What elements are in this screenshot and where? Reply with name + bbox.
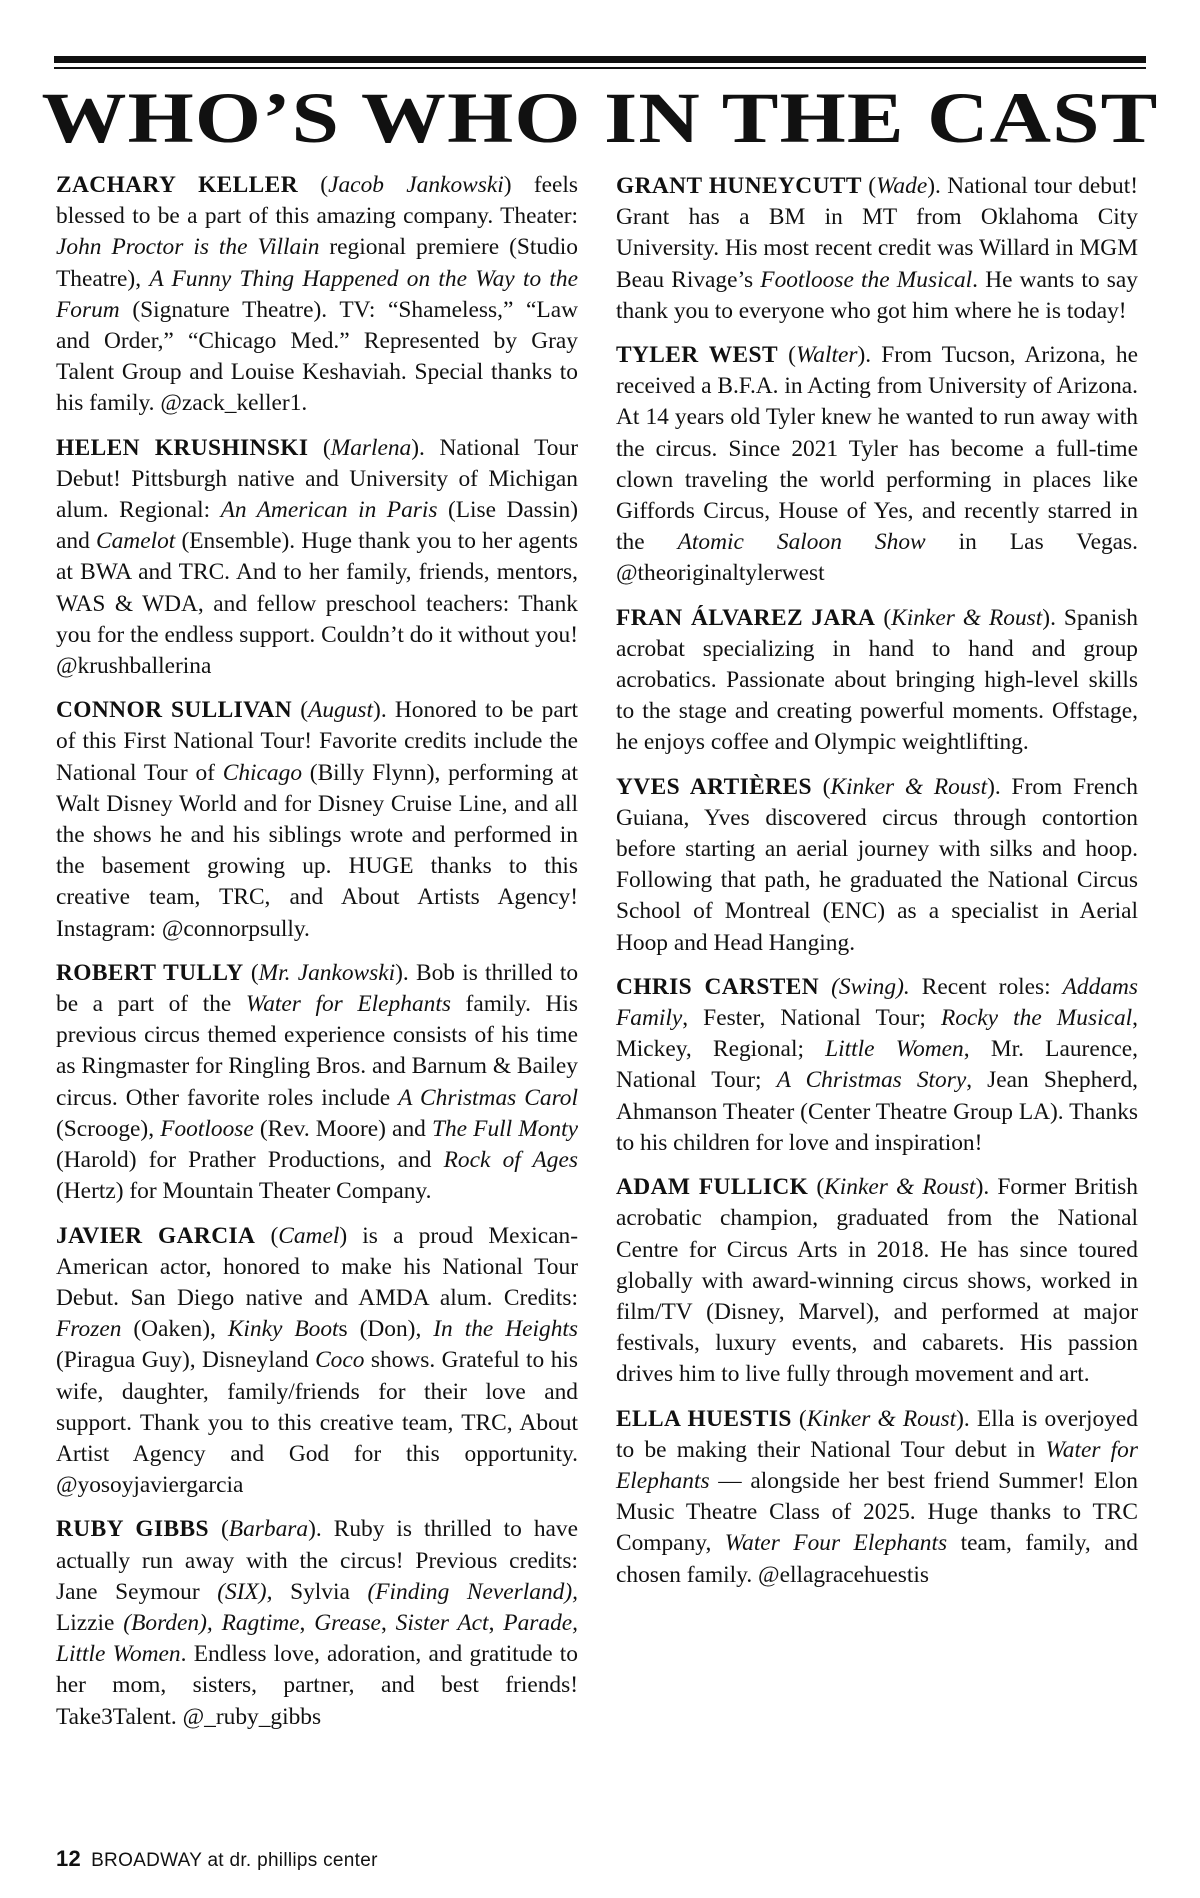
bio-text: , Mr. Laurence, National Tour; [616,1036,1139,1094]
bio-text: family. His previous circus themed experience consists of his time as Ringmaster for Ringling Bros. and Barnum & Bailey circus. Other favorite roles include [56,991,579,1111]
bio-text: ). Spanish acrobat specializing in hand to hand and group acrobatics. Passionate about bringing high-level skills to the stage and creating powerful moments. Offstage, he enjoys coffee and Olympic weightlifting. [616,604,1138,756]
bio-name: JAVIER GARCIA [56,1222,256,1249]
bio-text: s (Don), [338,1316,434,1343]
bio-text: . He wants to say thank you to everyone who got him where he is today! [616,266,1138,324]
left-column [56,170,578,1746]
bio-role: Marlena [330,434,412,461]
bio-work-title: A Christmas Carol [398,1084,578,1111]
header-rule-thick [54,56,1146,63]
bio-work-title: In the Heights [433,1316,578,1343]
bio-text: ). Ella is overjoyed to be making their National Tour debut in [616,1405,1138,1463]
bio-text: ). National Tour Debut! Pittsburgh native and University of Michigan alum. Regional: [56,434,578,524]
bio-work-title: Sister Act [395,1609,489,1636]
bio-role: Walter [795,342,858,369]
bio-text: , Mickey, Regional; [616,1005,1139,1063]
bio-work-title: Rock of Ages [443,1147,578,1174]
bio-text: (Piragua Guy), Disneyland [56,1347,316,1374]
bio-text: ) is a proud Mexican-American actor, honored to make his National Tour Debut. San Diego native and AMDA alum. Credits: [56,1222,578,1311]
bio-role: Kinker & Roust [830,773,988,800]
bio-text: (Hertz) for Mountain Theater Company. [56,1178,432,1205]
bio-work-title: Footloose the Musical [760,266,973,293]
bio-role: Barbara [228,1516,309,1543]
bio-name: YVES ARTIÈRES [616,773,812,800]
bio-role: August [308,697,374,724]
bio-work-title: Rocky the Musical [940,1005,1133,1032]
bio-javier-garcia: JAVIER GARCIA (Camel) is a proud Mexican-American actor, honored to make his National Tour Debut. San Diego native and AMDA alum. Credits: Frozen (Oaken), Kinky Boots (Don), In the Heights (Piragua Guy), Disneyland Coco shows. Grateful to his wife, daughter, family/friends for their love and support. Thank you to this creative team, TRC, About Artist Agency and God for this opportunity. @yosoyjaviergarcia [56,1222,578,1499]
bio-helen-krushinski: HELEN KRUSHINSKI (Marlena). National Tour Debut! Pittsburgh native and University of Michigan alum. Regional: An American in Paris (Lise Dassin) and Camelot (Ensemble). Huge thank you to her agents at BWA and TRC. And to her family, friends, mentors, WAS & WDA, and fellow preschool teachers: Thank you for the endless support. Couldn’t do it without you! @krushballerina [56,434,578,680]
bio-text: (Oaken), [121,1316,228,1343]
bio-tyler-west: TYLER WEST (Walter). From Tucson, Arizona, he received a B.F.A. in Acting from University of Arizona. At 14 years old Tyler knew he wanted to run away with the circus. Since 2021 Tyler has become a full-time clown traveling the world performing in places like Giffords Circus, House of Yes, and recently starred in the Atomic Saloon Show in Las Vegas. @theoriginaltylerwest [616,342,1138,587]
bio-text: team, family, and chosen family. @ellagracehuestis [616,1530,1138,1588]
bio-name: TYLER WEST [616,342,778,369]
bio-text: (Harold) for Prather Productions, and [56,1147,444,1174]
bio-chris-carsten [616,972,1138,1159]
bio-name: CHRIS CARSTEN [616,973,820,1000]
bio-text: Lizzie [56,1609,124,1636]
bio-connor-sullivan: CONNOR SULLIVAN (August). Honored to be part of this First National Tour! Favorite credits include the National Tour of Chicago (Billy Flynn), performing at Walt Disney World and for Disney Cruise Line, and all the shows he and his siblings wrote and performed in the basement growing up. HUGE thanks to this creative team, TRC, and About Artists Agency! Instagram: @connorpsully. [56,697,579,942]
bio-work-title: (Finding Neverland), [367,1578,578,1605]
bio-work-title: Chicago [222,759,303,786]
bio-role: Kinker & Roust [806,1405,957,1432]
bio-text: — alongside her best friend Summer! Elon Music Theatre Class of 2025. Huge thanks to TRC Company, [616,1467,1138,1557]
bio-text: ). From Tucson, Arizona, he received a B.F.A. in Acting from University of Arizona. At 14 years old Tyler knew he wanted to run away with the circus. Since 2021 Tyler has become a full-time clown traveling the world performing in places like Giffords Circus, House of Yes, and recently starred in the [616,342,1138,556]
bio-text: ). Former British acrobatic champion, graduated from the National Centre for Circus Arts in 2018. He has since toured globally with award-winning circus shows, worked in film/TV (Disney, Marvel), and performed at major festivals, luxury events, and cabarets. His passion drives him to live fully through movement and art. [616,1174,1138,1388]
bio-work-title: A Christmas Story [776,1067,967,1094]
bio-text: ). Honored to be part of this First National Tour! Favorite credits include the National Tour of [56,697,579,786]
bio-work-title: (SIX), [217,1578,273,1605]
bio-text: shows. Grateful to his wife, daughter, family/friends for their love and support. Thank you to this creative team, TRC, About Artist Agency and God for this opportunity. @yosoyjaviergarcia [56,1347,578,1499]
bio-role: Kinker & Roust [891,604,1043,631]
bio-work-title: (Borden), Ragtime [123,1609,300,1636]
bio-name: ROBERT TULLY [56,959,244,986]
bio-work-title: Addams Family [616,973,1139,1032]
bio-text: Sylvia [272,1578,368,1605]
bio-text: (Lise Dassin) and [56,497,578,555]
bio-yves-artieres: YVES ARTIÈRES (Kinker & Roust). From French Guiana, Yves discovered circus through contortion before starting an aerial journey with silks and hoop. Following that path, he graduated the National Circus School of Montreal (ENC) as a specialist in Aerial Hoop and Head Hanging. [616,773,1138,956]
bio-text: ) feels blessed to be a part of this amazing company. Theater: [56,172,578,230]
bio-name: ELLA HUESTIS [616,1405,792,1432]
header-rule-thin [54,67,1146,69]
bio-text: (Ensemble). Huge thank you to her agents at BWA and TRC. And to her family, friends, mentors, WAS & WDA, and fellow preschool teachers: Thank you for the endless support. Couldn’t do it without you! @krushballerina [56,528,578,680]
publication-name: BROADWAY at dr. phillips center [91,1850,378,1871]
bio-role: Kinker & Roust [824,1174,976,1201]
bio-work-title: Frozen [56,1316,122,1343]
bio-name: ADAM FULLICK [616,1174,809,1201]
bio-grant-huneycutt: GRANT HUNEYCUTT (Wade). National tour debut! Grant has a BM in MT from Oklahoma City University. His most recent credit was Willard in MGM Beau Rivage’s Footloose the Musical. He wants to say thank you to everyone who got him where he is today! [616,173,1138,324]
bio-work-title: Water Four Elephants [724,1530,948,1557]
bio-text: ). Bob is thrilled to be a part of the [56,959,579,1018]
bio-work-title: Atomic Saloon Show [677,529,926,556]
bio-role: Wade [876,173,928,199]
page-footer [56,1846,378,1872]
bio-text: (Signature Theatre). TV: “Shameless,” “Law and Order,” “Chicago Med.” Represented by Gray Talent Group and Louise Keshaviah. Special thanks to his family. @zack_keller1. [56,296,578,417]
bio-zachary-keller: ZACHARY KELLER (Jacob Jankowski) feels blessed to be a part of this amazing company. Theater: John Proctor is the Villain regional premiere (Studio Theatre), A Funny Thing Happened on the Way to the Forum (Signature Theatre). TV: “Shameless,” “Law and Order,” “Chicago Med.” Represented by Gray Talent Group and Louise Keshaviah. Special thanks to his family. @zack_keller1. [56,172,578,417]
page-number: 12 [56,1846,82,1871]
page-title: WHO’S WHO IN THE CAST [41,78,1159,158]
bio-text: , [299,1609,315,1636]
bio-work-title: The Full Monty [431,1115,579,1142]
bio-robert-tully: ROBERT TULLY (Mr. Jankowski). Bob is thrilled to be a part of the Water for Elephants family. His previous circus themed experience consists of his time as Ringmaster for Ringling Bros. and Barnum & Bailey circus. Other favorite roles include A Christmas Carol (Scrooge), Footloose (Rev. Moore) and The Full Monty (Harold) for Prather Productions, and Rock of Ages (Hertz) for Mountain Theater Company. [56,959,579,1205]
bio-name: CONNOR SULLIVAN [56,697,293,724]
bio-text: , Fester, National Tour; [682,1005,941,1032]
bio-name: GRANT HUNEYCUTT [616,173,862,199]
bio-name: RUBY GIBBS [56,1516,209,1543]
bio-name: HELEN KRUSHINSKI [56,434,309,461]
bio-work-title: Coco [315,1347,365,1374]
bio-ella-huestis: ELLA HUESTIS (Kinker & Roust). Ella is overjoyed to be making their National Tour debut in Water for Elephants — alongside her best friend Summer! Elon Music Theatre Class of 2025. Huge thanks to TRC Company, Water Four Elephants team, family, and chosen family. @ellagracehuestis [616,1405,1138,1588]
bio-text: , [380,1609,396,1636]
bio-name: ZACHARY KELLER [56,172,298,198]
bio-role: Mr. Jankowski [258,959,396,986]
bio-work-title: Footloose [160,1115,254,1142]
bio-text: (Billy Flynn), performing at Walt Disney World and for Disney Cruise Line, and all the shows he and his siblings wrote and performed in the basement growing up. HUGE thanks to this creative team, TRC, and About Artists Agency! Instagram: @connorpsully. [56,759,579,942]
bio-work-title: An American in Paris [220,497,438,524]
bio-text: , Jean Shepherd, Ahmanson Theater (Center Theatre Group LA). Thanks to his children for love and inspiration! [616,1067,1139,1156]
bio-ruby-gibbs: RUBY GIBBS (Barbara). Ruby is thrilled to have actually run away with the circus! Previous credits: Jane Seymour (SIX), Sylvia (Finding Neverland), Lizzie (Borden), Ragtime, Grease, Sister Act, Parade, Little Women. Endless love, adoration, and gratitude to her mom, sisters, partner, and best friends! Take3Talent. @_ruby_gibbs [56,1516,579,1730]
bio-text: Recent roles: [909,973,1063,1000]
bio-text: (Scrooge), [56,1115,161,1142]
bio-work-title: John Proctor is the Villain [56,234,320,261]
bio-name: FRAN ÁLVAREZ JARA [616,604,876,631]
bio-work-title: Kinky Boot [227,1316,339,1343]
bio-role: Jacob Jankowski [328,172,504,198]
bio-work-title: Grease [314,1609,381,1636]
bio-role: (Swing). [831,973,910,1000]
bio-text: regional premiere (Studio Theatre), [56,234,578,292]
bio-work-title: A Funny Thing Happened on the Way to the Forum [56,265,578,323]
bio-adam-fullick: ADAM FULLICK (Kinker & Roust). Former British acrobatic champion, graduated from the National Centre for Circus Arts in 2018. He has since toured globally with award-winning circus shows, worked in film/TV (Disney, Marvel), and performed at major festivals, luxury events, and cabarets. His passion drives him to live fully through movement and art. [616,1174,1138,1388]
bio-work-title: Parade, Little Women [56,1609,578,1668]
bio-work-title: Water for Elephants [616,1436,1138,1494]
bio-text: (Rev. Moore) and [253,1115,432,1142]
bio-text: ). From French Guiana, Yves discovered circus through contortion before starting an aerial journey with silks and hoop. Following that path, he graduated the National Circus School of Montreal (ENC) as a specialist in Aerial Hoop and Head Hanging. [616,773,1138,956]
bio-work-title: Water for Elephants [245,991,451,1018]
bio-text: in Las Vegas. @theoriginaltylerwest [616,529,1138,587]
bio-text: ). Ruby is thrilled to have actually run away with the circus! Previous credits: Jane Seymour [56,1516,579,1605]
bio-work-title: Little Women [825,1036,964,1063]
bio-text: , [488,1609,504,1636]
bio-text: ). National tour debut! Grant has a BM in MT from Oklahoma City University. His most recent credit was Willard in MGM Beau Rivage’s [616,173,1138,293]
bio-fran-alvarez-jara: FRAN ÁLVAREZ JARA (Kinker & Roust). Spanish acrobat specializing in hand to hand and group acrobatics. Passionate about bringing high-level skills to the stage and creating powerful moments. Offstage, he enjoys coffee and Olympic weightlifting. [616,604,1138,756]
bio-work-title: Camelot [96,528,176,555]
right-column [616,171,1138,1604]
bio-role: Camel [278,1222,340,1249]
bio-text: . Endless love, adoration, and gratitude to her mom, sisters, partner, and best friends! Take3Talent. @_ruby_gibbs [56,1641,578,1730]
